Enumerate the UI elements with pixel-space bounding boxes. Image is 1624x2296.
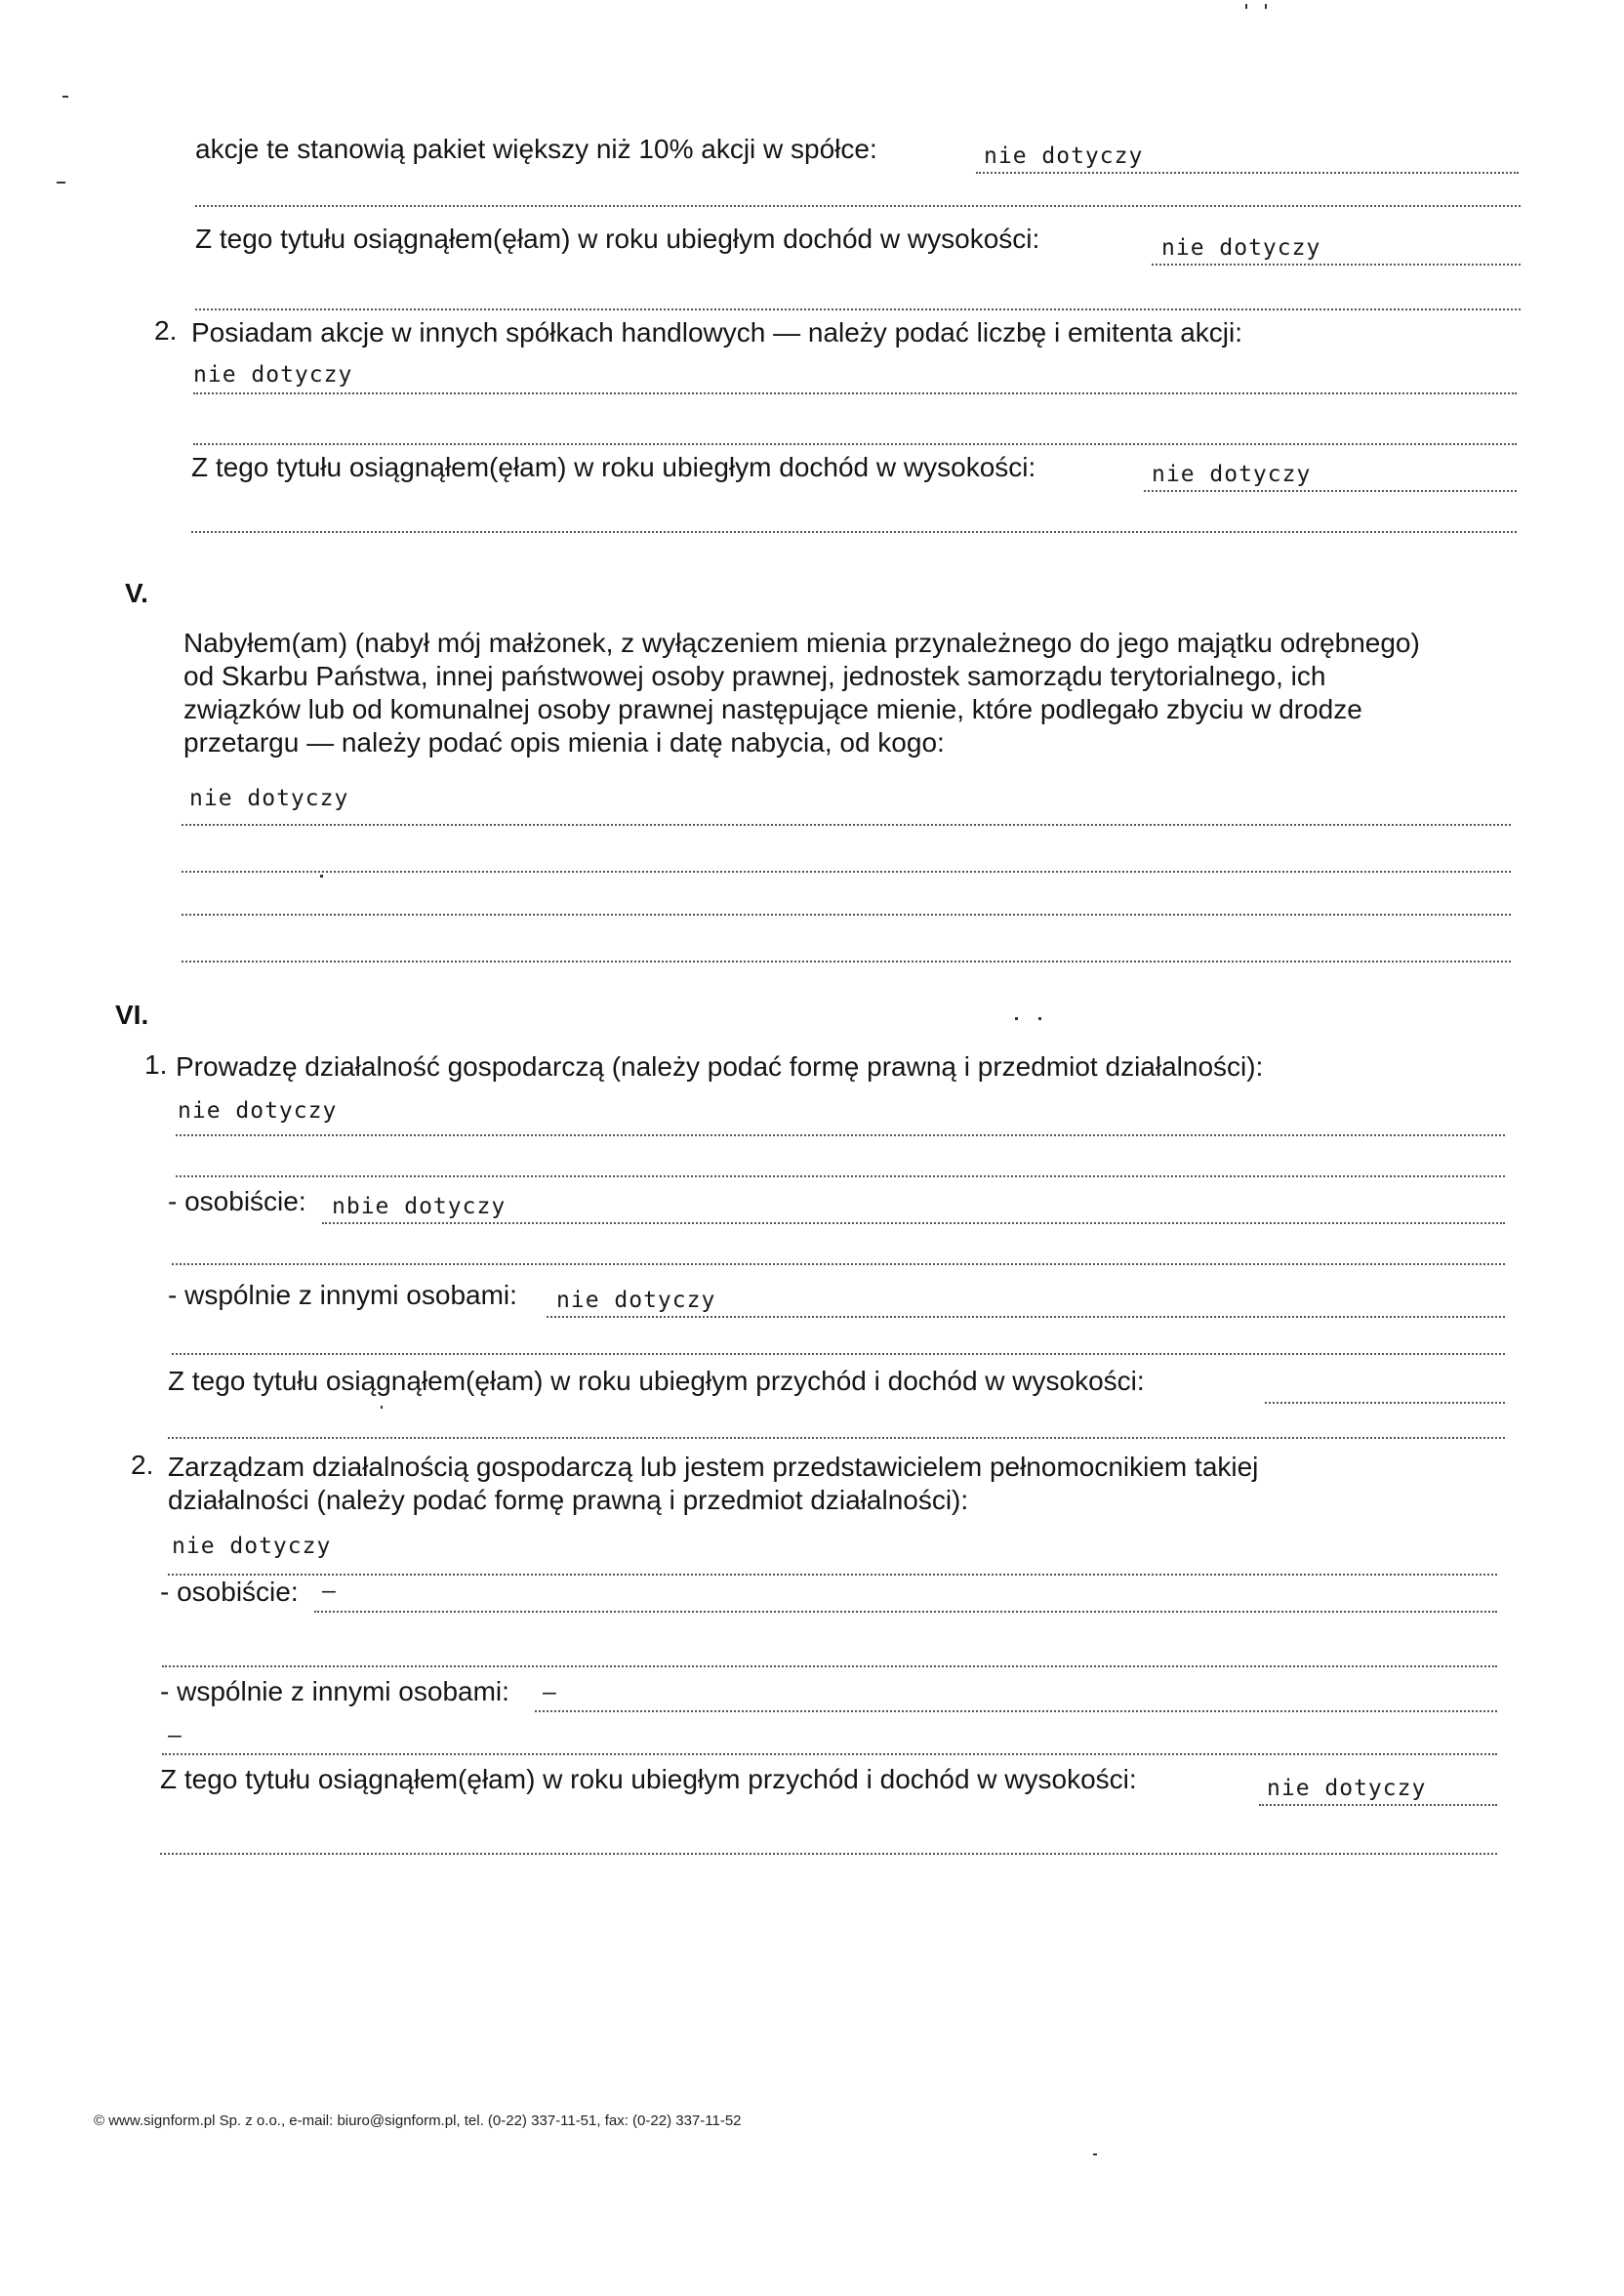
dotted-line	[547, 1316, 1505, 1318]
dotted-line	[172, 1353, 1505, 1355]
income-label: Z tego tytułu osiągnąłem(ęłam) w roku ubiegłym dochód w wysokości:	[195, 224, 1040, 254]
management-income-value[interactable]: nie dotyczy	[1267, 1776, 1427, 1801]
personal-value[interactable]: nbie dotyczy	[332, 1194, 507, 1219]
dotted-line	[535, 1710, 1497, 1712]
business-activity-label: Prowadzę działalność gospodarczą (należy podać formę prawną i przedmiot działalności):	[176, 1051, 1264, 1082]
shares-10-percent-label: akcje te stanowią pakiet większy niż 10% akcji w spółce:	[195, 134, 877, 164]
dotted-line	[191, 531, 1517, 533]
scan-speck	[57, 182, 65, 184]
dotted-line	[976, 172, 1519, 174]
section-vi-heading: VI.	[115, 1000, 149, 1030]
footer-copyright: © www.signform.pl Sp. z o.o., e-mail: biuro@signform.pl, tel. (0-22) 337-11-51, fax: (0-22) 337-11-52	[94, 2112, 742, 2129]
management-label-line-2: działalności (należy podać formę prawną i przedmiot działalności):	[168, 1485, 969, 1515]
dotted-line	[1144, 490, 1517, 492]
scan-speck	[62, 96, 68, 98]
scan-speck	[1245, 4, 1247, 9]
management-joint-label: - wspólnie z innymi osobami:	[160, 1676, 509, 1706]
personal-label: - osobiście:	[168, 1186, 306, 1216]
joint-value[interactable]: nie dotyczy	[556, 1288, 716, 1313]
section-v-paragraph: Nabyłem(am) (nabył mój małżonek, z wyłączeniem mienia przynależnego do jego majątku odrębnego) od Skarbu Państwa, innej państwowej osoby prawnej, jednostek samorządu terytorialnego, ich związków lub od komunalnej osoby prawnej następujące mienie, które podlegało zbyciu w drodze przetargu — należy podać opis mienia i datę nabycia, od kogo:	[183, 628, 1420, 758]
dotted-line	[182, 914, 1511, 916]
dotted-line	[168, 1437, 1505, 1439]
management-joint-value[interactable]: –	[543, 1680, 557, 1705]
scan-speck	[1015, 1017, 1018, 1020]
scan-speck	[1038, 1017, 1041, 1020]
joint-label: - wspólnie z innymi osobami:	[168, 1280, 517, 1310]
dotted-line	[195, 308, 1521, 310]
item-2-number: 2.	[154, 315, 178, 346]
other-shares-label: Posiadam akcje w innych spółkach handlowych — należy podać liczbę i emitenta akcji:	[191, 317, 1242, 348]
section-v-value[interactable]: nie dotyczy	[189, 786, 349, 811]
business-activity-value[interactable]: nie dotyczy	[178, 1098, 338, 1124]
dotted-line	[193, 443, 1517, 445]
dotted-line	[162, 1753, 1497, 1755]
management-extra-value[interactable]: –	[168, 1723, 183, 1748]
other-shares-income-label: Z tego tytułu osiągnąłem(ęłam) w roku ubiegłym dochód w wysokości:	[191, 452, 1036, 482]
management-personal-value[interactable]: –	[322, 1578, 337, 1604]
dotted-line	[1152, 264, 1521, 266]
dotted-line	[314, 1611, 1497, 1613]
scan-speck	[320, 875, 323, 878]
business-income-label: Z tego tytułu osiągnąłem(ęłam) w roku ubiegłym przychód i dochód w wysokości:	[168, 1366, 1145, 1396]
dotted-line	[176, 1175, 1505, 1177]
dotted-line	[168, 1574, 1497, 1576]
dotted-line	[182, 871, 1511, 873]
management-income-label: Z tego tytułu osiągnąłem(ęłam) w roku ubiegłym przychód i dochód w wysokości:	[160, 1764, 1137, 1794]
dotted-line	[160, 1853, 1497, 1855]
dotted-line	[1265, 1402, 1505, 1404]
dotted-line	[182, 824, 1511, 826]
other-shares-income-value[interactable]: nie dotyczy	[1152, 462, 1312, 487]
scan-speck	[1093, 2153, 1097, 2155]
dotted-line	[322, 1222, 1505, 1224]
dotted-line	[193, 392, 1517, 394]
management-value[interactable]: nie dotyczy	[172, 1534, 332, 1559]
dotted-line	[162, 1665, 1497, 1667]
scan-speck	[381, 1406, 383, 1409]
vi-item-1-number: 1.	[144, 1049, 168, 1080]
scan-speck	[1265, 4, 1267, 9]
management-label-line-1: Zarządzam działalnością gospodarczą lub jestem przedstawicielem pełnomocnikiem takiej	[168, 1452, 1259, 1482]
dotted-line	[172, 1263, 1505, 1265]
dotted-line	[1259, 1804, 1497, 1806]
shares-10-percent-value[interactable]: nie dotyczy	[984, 144, 1144, 169]
income-value[interactable]: nie dotyczy	[1161, 235, 1321, 261]
vi-item-2-number: 2.	[131, 1450, 154, 1480]
other-shares-value[interactable]: nie dotyczy	[193, 362, 353, 388]
section-v-heading: V.	[125, 578, 148, 608]
management-personal-label: - osobiście:	[160, 1577, 299, 1607]
dotted-line	[195, 205, 1521, 207]
dotted-line	[182, 961, 1511, 963]
dotted-line	[176, 1134, 1505, 1136]
